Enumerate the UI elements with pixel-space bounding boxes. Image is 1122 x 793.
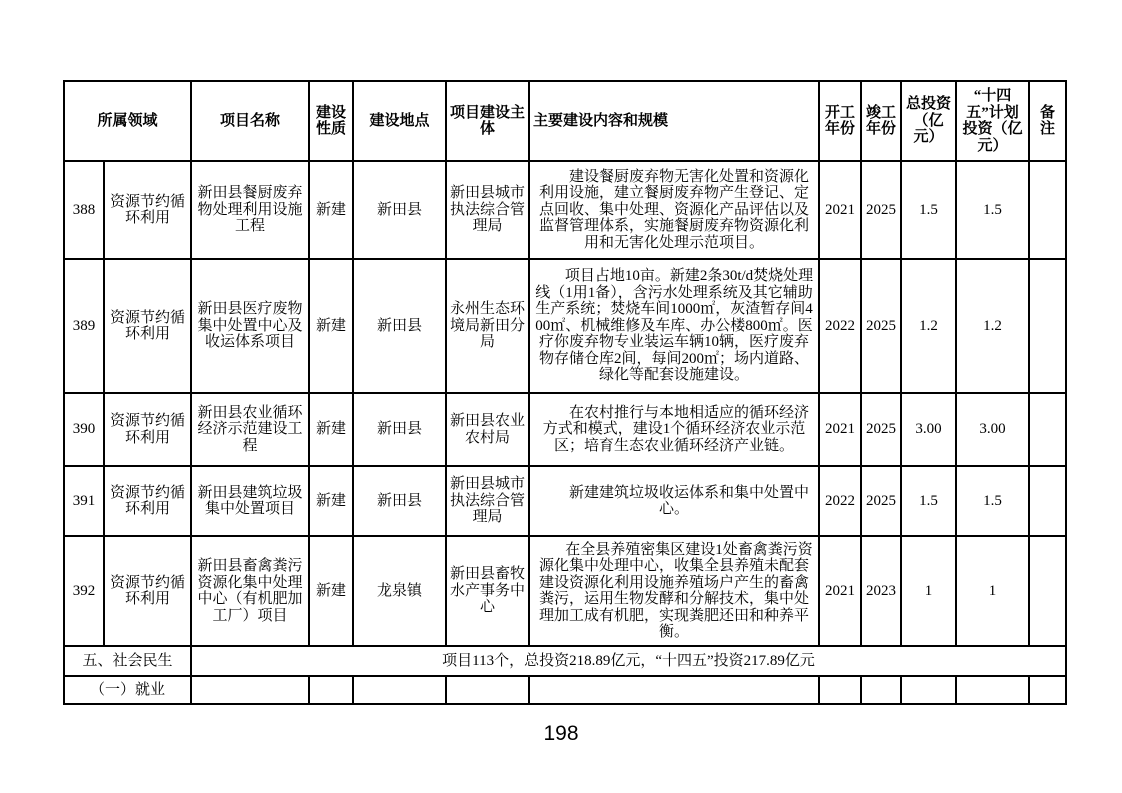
cell-field: 资源节约循环利用 — [104, 161, 191, 259]
section-summary: 项目113个，总投资218.89亿元，“十四五”投资217.89亿元 — [191, 646, 1066, 676]
cell-location: 新田县 — [353, 466, 446, 536]
cell-end-year: 2025 — [861, 259, 901, 393]
header-project-name: 项目名称 — [191, 81, 309, 161]
cell-entity: 新田县畜牧水产事务中心 — [446, 536, 529, 646]
cell-content: 在农村推行与本地相适应的循环经济方式和模式，建设1个循环经济农业示范区；培育生态农业循环经济产业链。 — [529, 393, 819, 466]
cell-row-number: 391 — [64, 466, 104, 536]
cell-content-empty — [529, 676, 819, 704]
project-table — [63, 80, 1067, 705]
cell-project-name-empty — [191, 676, 309, 704]
cell-start-year-empty — [819, 676, 861, 704]
table-row — [64, 466, 1066, 536]
cell-plan-investment: 1.5 — [956, 466, 1029, 536]
cell-remark — [1029, 393, 1066, 466]
cell-row-number: 392 — [64, 536, 104, 646]
header-entity: 项目建设主体 — [446, 81, 529, 161]
table-row — [64, 259, 1066, 393]
cell-start-year: 2021 — [819, 536, 861, 646]
cell-entity: 新田县城市执法综合管理局 — [446, 466, 529, 536]
cell-nature: 新建 — [309, 259, 353, 393]
cell-field: 资源节约循环利用 — [104, 259, 191, 393]
cell-field: 资源节约循环利用 — [104, 393, 191, 466]
table-header-row — [64, 81, 1066, 161]
cell-plan-investment: 1 — [956, 536, 1029, 646]
cell-total-investment: 1.2 — [901, 259, 956, 393]
cell-nature: 新建 — [309, 536, 353, 646]
cell-location: 新田县 — [353, 393, 446, 466]
header-total-investment: 总投资（亿元） — [901, 81, 956, 161]
cell-content: 新建建筑垃圾收运体系和集中处置中心。 — [529, 466, 819, 536]
cell-location: 新田县 — [353, 259, 446, 393]
cell-entity: 永州生态环境局新田分局 — [446, 259, 529, 393]
cell-plan-investment: 3.00 — [956, 393, 1029, 466]
cell-location-empty — [353, 676, 446, 704]
cell-start-year: 2021 — [819, 161, 861, 259]
subsection-label: （一）就业 — [64, 676, 191, 704]
cell-remark — [1029, 536, 1066, 646]
cell-end-year: 2025 — [861, 393, 901, 466]
header-nature: 建设性质 — [309, 81, 353, 161]
cell-remark — [1029, 259, 1066, 393]
cell-field: 资源节约循环利用 — [104, 536, 191, 646]
header-plan-investment: “十四五”计划投资（亿元） — [956, 81, 1029, 161]
cell-total-investment: 1.5 — [901, 161, 956, 259]
cell-field: 资源节约循环利用 — [104, 466, 191, 536]
cell-content: 在全县养殖密集区建设1处畜禽粪污资源化集中处理中心，收集全县养殖未配套建设资源化利用设施养殖场户产生的畜禽粪污，运用生物发酵和分解技术，集中处理加工成有机肥，实现粪肥还田和种养平衡。 — [529, 536, 819, 646]
cell-total-investment: 3.00 — [901, 393, 956, 466]
cell-remark — [1029, 466, 1066, 536]
cell-nature: 新建 — [309, 161, 353, 259]
cell-end-year: 2025 — [861, 161, 901, 259]
cell-project-name: 新田县餐厨废弃物处理利用设施工程 — [191, 161, 309, 259]
cell-row-number: 390 — [64, 393, 104, 466]
subsection-row — [64, 676, 1066, 704]
cell-plan-investment-empty — [956, 676, 1029, 704]
cell-total-investment: 1.5 — [901, 466, 956, 536]
cell-end-year-empty — [861, 676, 901, 704]
cell-nature-empty — [309, 676, 353, 704]
cell-start-year: 2021 — [819, 393, 861, 466]
header-remark: 备注 — [1029, 81, 1066, 161]
header-location: 建设地点 — [353, 81, 446, 161]
header-field: 所属领域 — [64, 81, 191, 161]
cell-total-investment-empty — [901, 676, 956, 704]
cell-plan-investment: 1.5 — [956, 161, 1029, 259]
cell-nature: 新建 — [309, 466, 353, 536]
cell-row-number: 389 — [64, 259, 104, 393]
section-row — [64, 646, 1066, 676]
cell-project-name: 新田县医疗废物集中处置中心及收运体系项目 — [191, 259, 309, 393]
table-row — [64, 393, 1066, 466]
cell-project-name: 新田县农业循环经济示范建设工程 — [191, 393, 309, 466]
page-number: 198 — [543, 722, 579, 745]
cell-remark-empty — [1029, 676, 1066, 704]
cell-start-year: 2022 — [819, 466, 861, 536]
cell-entity: 新田县城市执法综合管理局 — [446, 161, 529, 259]
cell-row-number: 388 — [64, 161, 104, 259]
cell-content: 建设餐厨废弃物无害化处置和资源化利用设施，建立餐厨废弃物产生登记、定点回收、集中处理、资源化产品评估以及监督管理体系，实施餐厨废弃物资源化利用和无害化处理示范项目。 — [529, 161, 819, 259]
header-start-year: 开工年份 — [819, 81, 861, 161]
cell-start-year: 2022 — [819, 259, 861, 393]
header-content: 主要建设内容和规模 — [529, 81, 819, 161]
cell-end-year: 2025 — [861, 466, 901, 536]
cell-remark — [1029, 161, 1066, 259]
header-end-year: 竣工年份 — [861, 81, 901, 161]
cell-end-year: 2023 — [861, 536, 901, 646]
cell-plan-investment: 1.2 — [956, 259, 1029, 393]
cell-entity: 新田县农业农村局 — [446, 393, 529, 466]
cell-nature: 新建 — [309, 393, 353, 466]
cell-project-name: 新田县建筑垃圾集中处置项目 — [191, 466, 309, 536]
cell-project-name: 新田县畜禽粪污资源化集中处理中心（有机肥加工厂）项目 — [191, 536, 309, 646]
cell-content: 项目占地10亩。新建2条30t/d焚烧处理线（1用1备），含污水处理系统及其它辅助生产系统；焚烧车间1000㎡，灰渣暂存间400㎡、机械维修及车库、办公楼800㎡。医疗你废弃物专业装运车辆10辆，医疗废弃物存储仓库2间，每间200㎡；场内道路、绿化等配套设施建设。 — [529, 259, 819, 393]
table-row — [64, 536, 1066, 646]
cell-location: 龙泉镇 — [353, 536, 446, 646]
table-row — [64, 161, 1066, 259]
cell-location: 新田县 — [353, 161, 446, 259]
section-label: 五、社会民生 — [64, 646, 191, 676]
cell-total-investment: 1 — [901, 536, 956, 646]
cell-entity-empty — [446, 676, 529, 704]
